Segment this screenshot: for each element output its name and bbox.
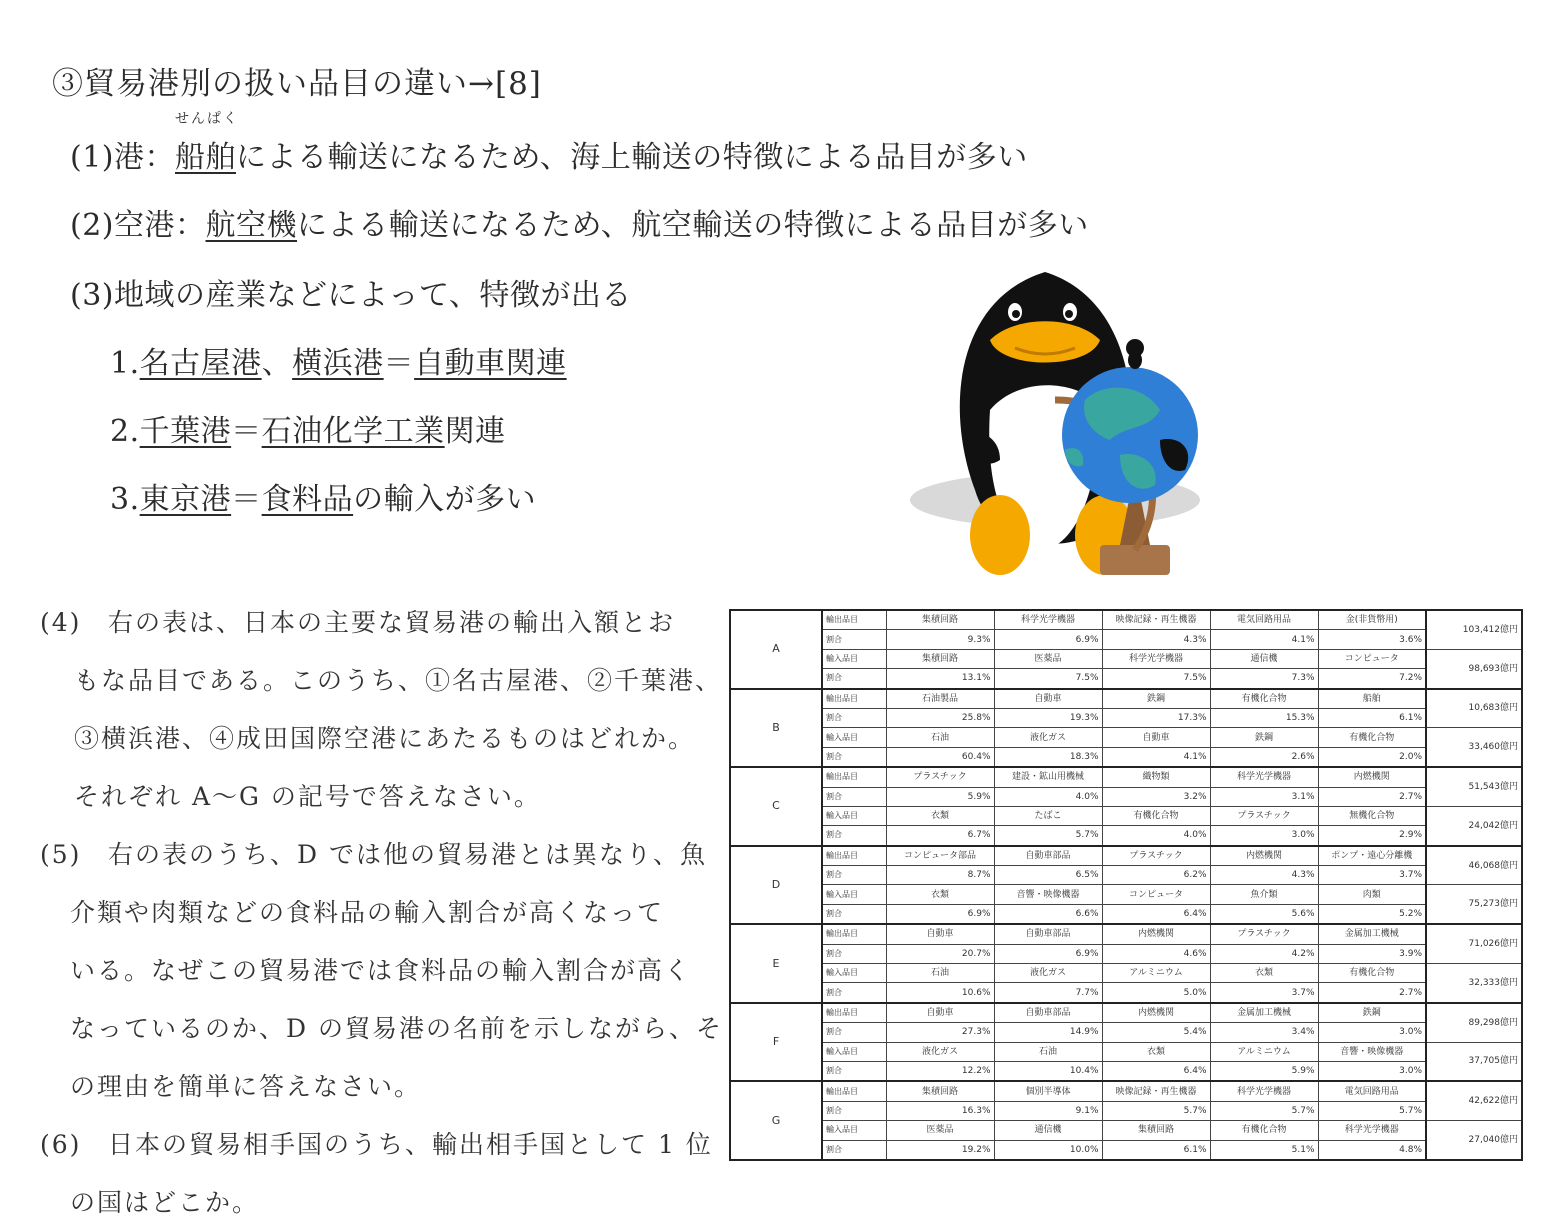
item-cell: 石油 <box>994 1042 1102 1061</box>
share-cell: 7.2% <box>1318 669 1426 689</box>
share-cell: 10.0% <box>994 1140 1102 1160</box>
row-label: 輸入品目 <box>822 885 886 904</box>
table-row <box>730 1101 1522 1120</box>
share-cell: 10.6% <box>886 983 994 1003</box>
separator: 、 <box>261 346 293 381</box>
item-cell: 自動車 <box>886 924 994 944</box>
point-2-text: による輸送になるため、航空輸送の特徴による品目が多い <box>297 208 1089 243</box>
underlined-term: 千葉港 <box>139 414 232 449</box>
item-cell: 科学光学機器 <box>994 610 1102 630</box>
share-cell: 9.3% <box>886 630 994 649</box>
item-cell: 自動車部品 <box>994 846 1102 866</box>
item-cell: 石油製品 <box>886 689 994 709</box>
item-cell: 医薬品 <box>994 649 1102 668</box>
question-line: 日本の貿易相手国のうち、輸出相手国として 1 位 <box>108 1130 713 1159</box>
section-heading: ③貿易港別の扱い品目の違い→[8] <box>52 66 542 102</box>
port-label: B <box>730 689 822 768</box>
point-1 <box>70 111 1028 176</box>
row-label: 割合 <box>822 904 886 924</box>
share-cell: 10.4% <box>994 1061 1102 1081</box>
table-row <box>730 689 1522 709</box>
point-2 <box>70 200 1089 244</box>
item-cell: 石油 <box>886 728 994 747</box>
item-cell: 金属加工機械 <box>1318 924 1426 944</box>
item-cell: プラスチック <box>1210 806 1318 825</box>
item-cell: 衣類 <box>1210 964 1318 983</box>
table-row <box>730 964 1522 983</box>
table-row <box>730 669 1522 689</box>
share-cell: 4.3% <box>1210 866 1318 885</box>
item-cell: 電気回路用品 <box>1318 1081 1426 1101</box>
question-line: 介類や肉類などの食料品の輸入割合が高くなって <box>70 898 665 927</box>
item-cell: 液化ガス <box>994 728 1102 747</box>
item-cell: 金(非貨幣用) <box>1318 610 1426 630</box>
share-cell: 6.4% <box>1102 904 1210 924</box>
item-cell: 映像記録・再生機器 <box>1102 610 1210 630</box>
share-cell: 2.7% <box>1318 983 1426 1003</box>
item-cell: 無機化合物 <box>1318 806 1426 825</box>
sub-item-number: 2. <box>110 414 140 449</box>
item-cell: 鉄鋼 <box>1318 1003 1426 1023</box>
total-value: 46,068億円 <box>1426 846 1522 885</box>
item-cell: たばこ <box>994 806 1102 825</box>
share-cell: 4.0% <box>994 787 1102 806</box>
item-cell: 自動車部品 <box>994 924 1102 944</box>
sub-item-2 <box>110 406 506 450</box>
row-label: 割合 <box>822 669 886 689</box>
port-label: C <box>730 767 822 846</box>
share-cell: 3.9% <box>1318 944 1426 963</box>
question-line: の理由を簡単に答えなさい。 <box>70 1072 422 1101</box>
item-cell: 有機化合物 <box>1210 689 1318 709</box>
table-row <box>730 1003 1522 1023</box>
table-row <box>730 649 1522 668</box>
row-label: 割合 <box>822 866 886 885</box>
share-cell: 7.7% <box>994 983 1102 1003</box>
underlined-term: 食料品 <box>261 482 354 517</box>
item-cell: コンピュータ <box>1102 885 1210 904</box>
item-cell: 鉄鋼 <box>1210 728 1318 747</box>
share-cell: 3.0% <box>1210 826 1318 846</box>
row-label: 輸出品目 <box>822 1003 886 1023</box>
share-cell: 5.7% <box>1318 1101 1426 1120</box>
underlined-term: 名古屋港 <box>139 346 262 381</box>
sub-item-1 <box>110 338 567 382</box>
share-cell: 15.3% <box>1210 708 1318 727</box>
point-2-prefix: (2)空港： <box>70 208 206 243</box>
item-cell: 衣類 <box>886 885 994 904</box>
table-row <box>730 1140 1522 1160</box>
share-cell: 6.4% <box>1102 1061 1210 1081</box>
share-cell: 3.1% <box>1210 787 1318 806</box>
item-cell: 有機化合物 <box>1318 728 1426 747</box>
item-cell: 音響・映像機器 <box>994 885 1102 904</box>
row-label: 割合 <box>822 1101 886 1120</box>
total-value: 51,543億円 <box>1426 767 1522 806</box>
port-label: F <box>730 1003 822 1082</box>
share-cell: 3.7% <box>1318 866 1426 885</box>
share-cell: 20.7% <box>886 944 994 963</box>
item-cell: プラスチック <box>1210 924 1318 944</box>
sub-item-3 <box>110 474 536 518</box>
share-cell: 5.4% <box>1102 1023 1210 1042</box>
underlined-term: 自動車関連 <box>414 346 567 381</box>
total-value: 33,460億円 <box>1426 728 1522 767</box>
table-row <box>730 1081 1522 1101</box>
item-cell: 鉄鋼 <box>1102 689 1210 709</box>
item-cell: コンピュータ部品 <box>886 846 994 866</box>
row-label: 輸出品目 <box>822 924 886 944</box>
item-cell: 音響・映像機器 <box>1318 1042 1426 1061</box>
item-cell: 内燃機関 <box>1318 767 1426 787</box>
item-cell: 集積回路 <box>1102 1121 1210 1140</box>
table-row <box>730 924 1522 944</box>
sub-item-number: 1. <box>110 346 140 381</box>
item-cell: 石油 <box>886 964 994 983</box>
share-cell: 4.0% <box>1102 826 1210 846</box>
underlined-term: 石油化学工業 <box>261 414 445 449</box>
point-3: (3)地域の産業などによって、特徴が出る <box>70 278 632 313</box>
item-cell: 医薬品 <box>886 1121 994 1140</box>
item-cell: 科学光学機器 <box>1102 649 1210 668</box>
total-value: 32,333億円 <box>1426 964 1522 1003</box>
share-cell: 3.7% <box>1210 983 1318 1003</box>
share-cell: 7.3% <box>1210 669 1318 689</box>
share-cell: 13.1% <box>886 669 994 689</box>
item-cell: 自動車 <box>994 689 1102 709</box>
row-label: 輸入品目 <box>822 806 886 825</box>
table-row <box>730 1121 1522 1140</box>
share-cell: 19.2% <box>886 1140 994 1160</box>
table-row <box>730 1023 1522 1042</box>
total-value: 10,683億円 <box>1426 689 1522 728</box>
table-row <box>730 983 1522 1003</box>
total-value: 42,622億円 <box>1426 1081 1522 1120</box>
share-cell: 2.7% <box>1318 787 1426 806</box>
item-cell: 有機化合物 <box>1318 964 1426 983</box>
row-label: 輸入品目 <box>822 1121 886 1140</box>
port-label: A <box>730 610 822 689</box>
item-cell: 液化ガス <box>994 964 1102 983</box>
item-cell: プラスチック <box>1102 846 1210 866</box>
sub-item-number: 3. <box>110 482 140 517</box>
row-label: 割合 <box>822 826 886 846</box>
share-cell: 4.2% <box>1210 944 1318 963</box>
total-value: 98,693億円 <box>1426 649 1522 688</box>
underlined-term: 横浜港 <box>292 346 384 381</box>
share-cell: 5.7% <box>994 826 1102 846</box>
question-line: それぞれ A～G の記号で答えなさい。 <box>74 782 541 811</box>
share-cell: 5.2% <box>1318 904 1426 924</box>
question-line: もな品目である。このうち、①名古屋港、②千葉港、 <box>74 666 723 695</box>
item-cell: 船舶 <box>1318 689 1426 709</box>
row-label: 割合 <box>822 944 886 963</box>
table-row <box>730 846 1522 866</box>
item-cell: 液化ガス <box>886 1042 994 1061</box>
share-cell: 6.1% <box>1318 708 1426 727</box>
share-cell: 4.8% <box>1318 1140 1426 1160</box>
row-label: 輸入品目 <box>822 728 886 747</box>
question-number: (4) <box>40 608 82 637</box>
ruby-reading: せんぱく <box>175 111 239 127</box>
total-value: 89,298億円 <box>1426 1003 1522 1042</box>
row-label: 輸入品目 <box>822 649 886 668</box>
item-cell: 肉類 <box>1318 885 1426 904</box>
row-label: 輸出品目 <box>822 689 886 709</box>
row-label: 輸入品目 <box>822 1042 886 1061</box>
share-cell: 5.9% <box>886 787 994 806</box>
row-label: 輸出品目 <box>822 767 886 787</box>
item-cell: 内燃機関 <box>1102 924 1210 944</box>
underlined-term: 航空機 <box>205 208 297 243</box>
total-value: 27,040億円 <box>1426 1121 1522 1160</box>
item-cell: アルミニウム <box>1102 964 1210 983</box>
share-cell: 3.0% <box>1318 1061 1426 1081</box>
question-line: なっているのか、D の貿易港の名前を示しながら、そ <box>70 1014 723 1043</box>
item-cell: 自動車 <box>886 1003 994 1023</box>
table-row <box>730 767 1522 787</box>
share-cell: 5.7% <box>1102 1101 1210 1120</box>
row-label: 割合 <box>822 1023 886 1042</box>
share-cell: 25.8% <box>886 708 994 727</box>
share-cell: 2.9% <box>1318 826 1426 846</box>
question-number: (5) <box>40 840 82 869</box>
table-row <box>730 1061 1522 1081</box>
share-cell: 8.7% <box>886 866 994 885</box>
table-row <box>730 885 1522 904</box>
item-cell: 自動車 <box>1102 728 1210 747</box>
item-cell: 建設・鉱山用機械 <box>994 767 1102 787</box>
table-row <box>730 787 1522 806</box>
share-cell: 16.3% <box>886 1101 994 1120</box>
share-cell: 5.1% <box>1210 1140 1318 1160</box>
item-cell: 科学光学機器 <box>1210 767 1318 787</box>
sub-item-text: の輸入が多い <box>353 482 537 517</box>
share-cell: 3.6% <box>1318 630 1426 649</box>
table-row <box>730 1042 1522 1061</box>
item-cell: コンピュータ <box>1318 649 1426 668</box>
port-label: G <box>730 1081 822 1160</box>
question-line: 右の表のうち、D では他の貿易港とは異なり、魚 <box>108 840 707 869</box>
question-line: いる。なぜこの貿易港では食料品の輸入割合が高く <box>70 956 692 985</box>
equals-sign: ＝ <box>231 414 262 449</box>
table-row <box>730 728 1522 747</box>
item-cell: ポンプ・遠心分離機 <box>1318 846 1426 866</box>
table-row <box>730 904 1522 924</box>
equals-sign: ＝ <box>231 482 262 517</box>
share-cell: 4.1% <box>1210 630 1318 649</box>
item-cell: 科学光学機器 <box>1318 1121 1426 1140</box>
item-cell: 集積回路 <box>886 649 994 668</box>
table-row <box>730 610 1522 630</box>
row-label: 割合 <box>822 1140 886 1160</box>
share-cell: 12.2% <box>886 1061 994 1081</box>
share-cell: 4.1% <box>1102 747 1210 767</box>
total-value: 103,412億円 <box>1426 610 1522 649</box>
share-cell: 9.1% <box>994 1101 1102 1120</box>
share-cell: 19.3% <box>994 708 1102 727</box>
question-line: ③横浜港、④成田国際空港にあたるものはどれか。 <box>74 724 696 753</box>
share-cell: 27.3% <box>886 1023 994 1042</box>
share-cell: 6.1% <box>1102 1140 1210 1160</box>
table-row <box>730 826 1522 846</box>
share-cell: 14.9% <box>994 1023 1102 1042</box>
row-label: 輸出品目 <box>822 846 886 866</box>
row-label: 割合 <box>822 983 886 1003</box>
underlined-term: 東京港 <box>139 482 232 517</box>
item-cell: 個別半導体 <box>994 1081 1102 1101</box>
item-cell: 金属加工機械 <box>1210 1003 1318 1023</box>
share-cell: 5.0% <box>1102 983 1210 1003</box>
table-row <box>730 944 1522 963</box>
ruby-word <box>175 111 239 176</box>
item-cell: 衣類 <box>1102 1042 1210 1061</box>
port-label: D <box>730 846 822 925</box>
share-cell: 7.5% <box>994 669 1102 689</box>
item-cell: 科学光学機器 <box>1210 1081 1318 1101</box>
table-row <box>730 747 1522 767</box>
row-label: 割合 <box>822 630 886 649</box>
sub-item-text: 関連 <box>444 414 506 449</box>
share-cell: 5.9% <box>1210 1061 1318 1081</box>
item-cell: 内燃機関 <box>1102 1003 1210 1023</box>
share-cell: 6.9% <box>886 904 994 924</box>
total-value: 37,705億円 <box>1426 1042 1522 1081</box>
item-cell: 集積回路 <box>886 1081 994 1101</box>
share-cell: 4.3% <box>1102 630 1210 649</box>
question-line: の国はどこか。 <box>70 1188 260 1217</box>
share-cell: 3.2% <box>1102 787 1210 806</box>
share-cell: 2.6% <box>1210 747 1318 767</box>
port-label: E <box>730 924 822 1003</box>
item-cell: アルミニウム <box>1210 1042 1318 1061</box>
row-label: 割合 <box>822 787 886 806</box>
table-row <box>730 806 1522 825</box>
trade-ports-table <box>729 609 1523 1161</box>
table-row <box>730 708 1522 727</box>
question-6 <box>40 1116 713 1217</box>
item-cell: 電気回路用品 <box>1210 610 1318 630</box>
share-cell: 4.6% <box>1102 944 1210 963</box>
total-value: 24,042億円 <box>1426 806 1522 845</box>
share-cell: 6.2% <box>1102 866 1210 885</box>
share-cell: 3.0% <box>1318 1023 1426 1042</box>
question-line: 右の表は、日本の主要な貿易港の輸出入額とお <box>108 608 676 637</box>
share-cell: 6.6% <box>994 904 1102 924</box>
share-cell: 6.5% <box>994 866 1102 885</box>
point-1-text: による輸送になるため、海上輸送の特徴による品目が多い <box>236 140 1028 175</box>
table-row <box>730 866 1522 885</box>
underlined-term: 船舶 <box>175 140 236 175</box>
share-cell: 5.7% <box>1210 1101 1318 1120</box>
equals-sign: ＝ <box>383 346 415 381</box>
item-cell: プラスチック <box>886 767 994 787</box>
item-cell: 織物類 <box>1102 767 1210 787</box>
share-cell: 3.4% <box>1210 1023 1318 1042</box>
item-cell: 衣類 <box>886 806 994 825</box>
question-number: (6) <box>40 1130 82 1159</box>
share-cell: 7.5% <box>1102 669 1210 689</box>
row-label: 割合 <box>822 708 886 727</box>
share-cell: 60.4% <box>886 747 994 767</box>
row-label: 輸出品目 <box>822 1081 886 1101</box>
total-value: 75,273億円 <box>1426 885 1522 924</box>
item-cell: 集積回路 <box>886 610 994 630</box>
share-cell: 6.9% <box>994 630 1102 649</box>
row-label: 割合 <box>822 1061 886 1081</box>
share-cell: 18.3% <box>994 747 1102 767</box>
share-cell: 6.7% <box>886 826 994 846</box>
total-value: 71,026億円 <box>1426 924 1522 963</box>
item-cell: 内燃機関 <box>1210 846 1318 866</box>
item-cell: 有機化合物 <box>1210 1121 1318 1140</box>
row-label: 割合 <box>822 747 886 767</box>
row-label: 輸出品目 <box>822 610 886 630</box>
table-row <box>730 630 1522 649</box>
item-cell: 通信機 <box>994 1121 1102 1140</box>
item-cell: 魚介類 <box>1210 885 1318 904</box>
item-cell: 有機化合物 <box>1102 806 1210 825</box>
item-cell: 通信機 <box>1210 649 1318 668</box>
share-cell: 6.9% <box>994 944 1102 963</box>
point-1-prefix: (1)港： <box>70 140 175 175</box>
share-cell: 17.3% <box>1102 708 1210 727</box>
question-4 <box>40 594 722 826</box>
share-cell: 2.0% <box>1318 747 1426 767</box>
question-5 <box>40 826 723 1116</box>
item-cell: 映像記録・再生機器 <box>1102 1081 1210 1101</box>
penguin-with-globe-icon <box>905 260 1225 580</box>
share-cell: 5.6% <box>1210 904 1318 924</box>
row-label: 輸入品目 <box>822 964 886 983</box>
item-cell: 自動車部品 <box>994 1003 1102 1023</box>
